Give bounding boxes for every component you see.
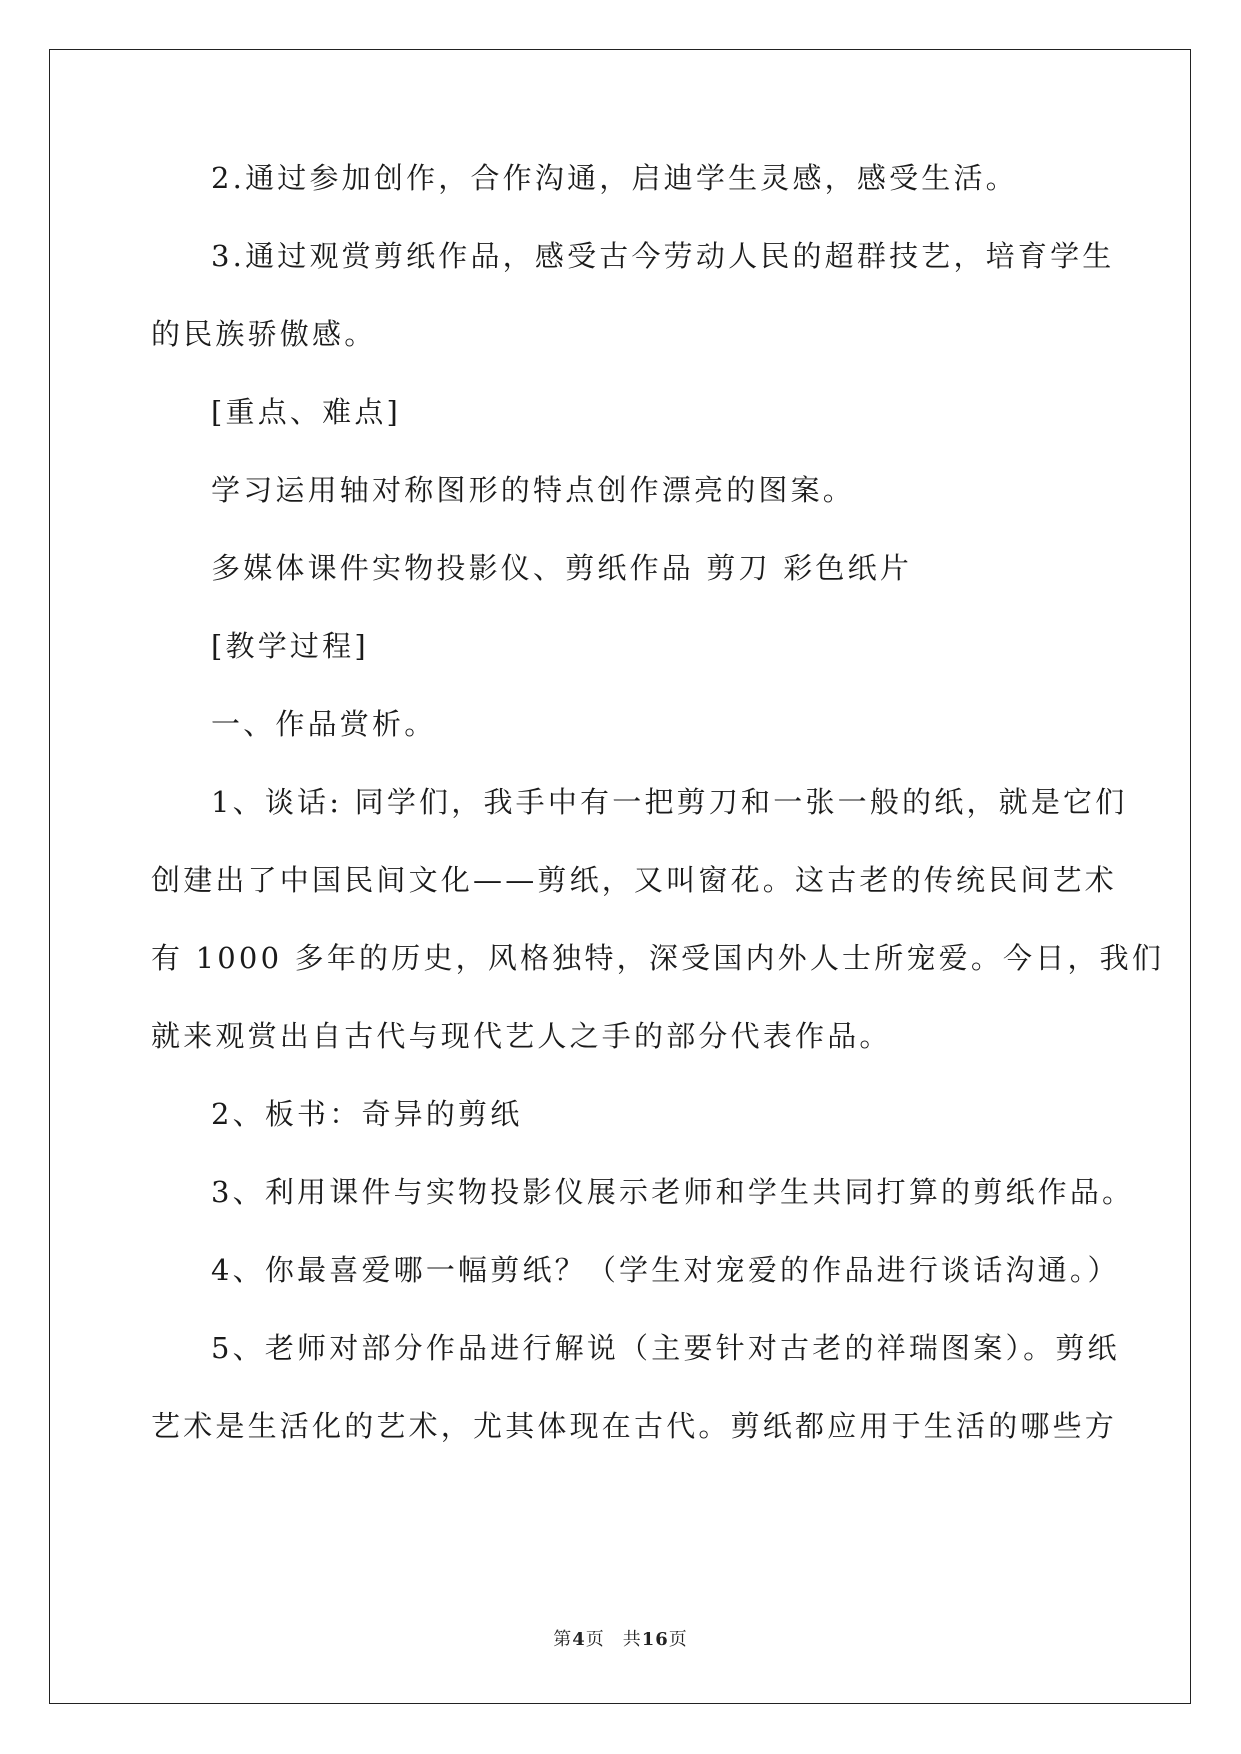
total-prefix: 共 bbox=[622, 1629, 642, 1650]
paragraph-line: 2.通过参加创作，合作沟通，启迪学生灵感，感受生活。 bbox=[211, 161, 1018, 195]
paragraph-line: 2、板书：奇异的剪纸 bbox=[211, 1097, 523, 1131]
paragraph-line: 多媒体课件实物投影仪、剪纸作品 剪刀 彩色纸片 bbox=[211, 551, 913, 585]
section-heading: [教学过程] bbox=[211, 629, 369, 663]
paragraph-line: 学习运用轴对称图形的特点创作漂亮的图案。 bbox=[211, 473, 856, 507]
subsection-heading: 一、作品赏析。 bbox=[211, 707, 437, 741]
paragraph-line: 就来观赏出自古代与现代艺人之手的部分代表作品。 bbox=[151, 1019, 892, 1053]
section-heading: [重点、难点] bbox=[211, 395, 402, 429]
page-suffix: 页 bbox=[585, 1629, 605, 1650]
page-prefix: 第 bbox=[553, 1629, 573, 1650]
paragraph-line: 3、利用课件与实物投影仪展示老师和学生共同打算的剪纸作品。 bbox=[211, 1175, 1135, 1209]
paragraph-line: 有 1000 多年的历史，风格独特，深受国内外人士所宠爱。今日，我们 bbox=[151, 941, 1165, 975]
document-body bbox=[151, 161, 1165, 1488]
paragraph-line: 艺术是生活化的艺术，尤其体现在古代。剪纸都应用于生活的哪些方 bbox=[151, 1409, 1118, 1443]
paragraph-line: 1、谈话: 同学们，我手中有一把剪刀和一张一般的纸，就是它们 bbox=[211, 785, 1128, 819]
paragraph-line: 4、你最喜爱哪一幅剪纸？（学生对宠爱的作品进行谈话沟通。） bbox=[211, 1253, 1120, 1287]
paragraph-line: 的民族骄傲感。 bbox=[151, 317, 377, 351]
total-suffix: 页 bbox=[668, 1629, 688, 1650]
paragraph-line: 3.通过观赏剪纸作品，感受古今劳动人民的超群技艺，培育学生 bbox=[211, 239, 1115, 273]
paragraph-line: 5、老师对部分作品进行解说（主要针对古老的祥瑞图案）。剪纸 bbox=[211, 1331, 1120, 1365]
page-number: 4 bbox=[572, 1629, 586, 1650]
paragraph-line: 创建出了中国民间文化——剪纸，又叫窗花。这古老的传统民间艺术 bbox=[151, 863, 1118, 897]
total-pages: 16 bbox=[641, 1629, 669, 1650]
page-footer bbox=[0, 1625, 1241, 1651]
